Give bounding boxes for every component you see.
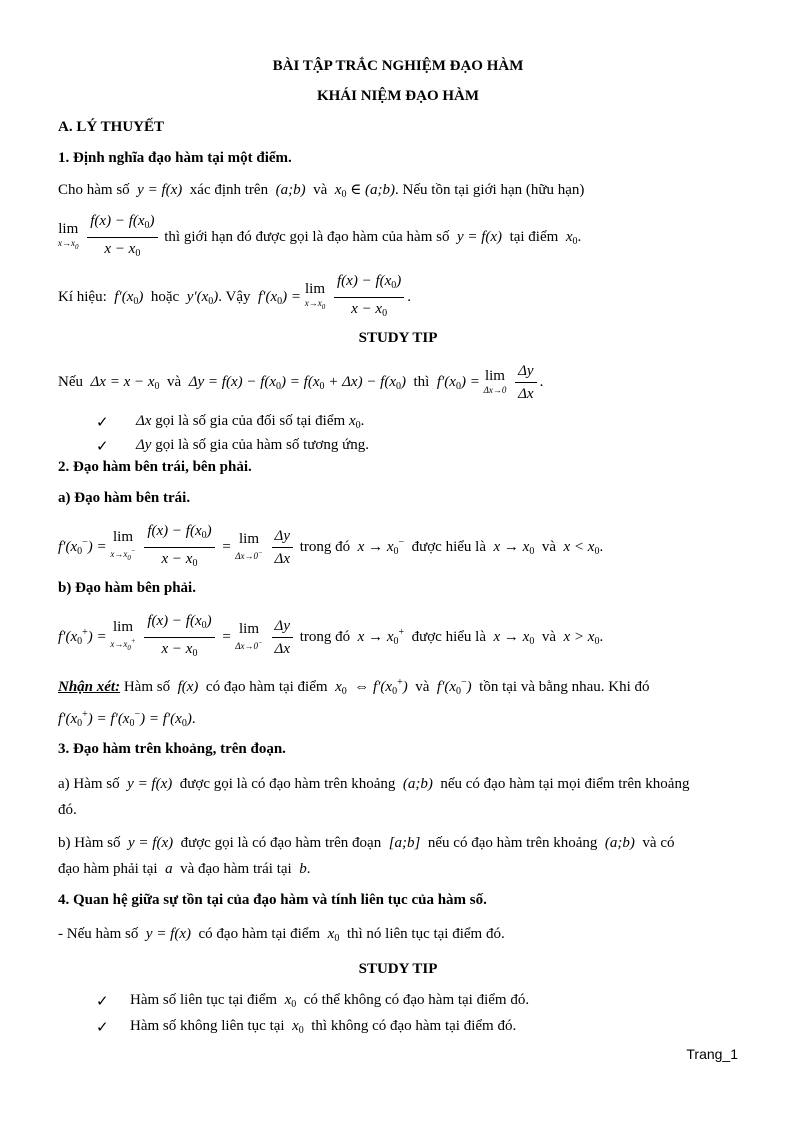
s1-notation: Kí hiệu: $f'(x_0)$ hoặc $y'(x_0)$. Vậy $f'(x_0)$ = lim $x\to x_0$ $\frac{f(x) - f(x_0)}{x - x_0}$ .: [58, 273, 412, 319]
s3-heading: 3. Đạo hàm trên khoảng, trên đoạn.: [58, 741, 286, 757]
document-page: [58, 0, 738, 1123]
tip1-line: Nếu $\Delta x = x - x_0$ và $\Delta y = f(x) - f(x_0) = f(x_0 + \Delta x) - f(x_0)$ thì $f'(x_0)$ = lim Δx→0 $\frac{\Delta y}{\Delta x}$ .: [58, 363, 544, 402]
page-number: Trang_1: [686, 1046, 738, 1062]
remark-line1: Nhận xét: Hàm số f(x) có đạo hàm tại điểm $x_0$ ⇔ $f'(x_0^+)$ và $f'(x_0^-)$ tồn tại và bằng nhau. Khi đó: [58, 677, 650, 697]
s3-b-line1: b) Hàm số y = f(x) được gọi là có đạo hàm trên đoạn [a;b] nếu có đạo hàm trên khoảng (a;b) và có: [58, 835, 675, 851]
s4-tip-bullet2: Hàm số không liên tục tại $x_0$ thì không có đạo hàm tại điểm đó.: [130, 1018, 517, 1036]
check-icon: ✓: [96, 994, 109, 1010]
s2-heading: 2. Đạo hàm bên trái, bên phải.: [58, 459, 252, 475]
study-tip-2-label: STUDY TIP: [358, 961, 438, 977]
s2-left-heading: a) Đạo hàm bên trái.: [58, 490, 191, 506]
s2-right-heading: b) Đạo hàm bên phải.: [58, 580, 196, 596]
check-icon: ✓: [96, 439, 109, 455]
document-title: BÀI TẬP TRẮC NGHIỆM ĐẠO HÀM: [272, 58, 524, 74]
remark-line2: $f'(x_0^+) = f'(x_0^-) = f'(x_0)$.: [58, 709, 196, 729]
check-icon: ✓: [96, 415, 109, 431]
s1-limit-line: lim $x\to x_0$ $\frac{f(x) - f(x_0)}{x - x_0}$ thì giới hạn đó được gọi là đạo hàm của hàm số y = f(x) tại điểm $x_0$.: [58, 213, 582, 259]
document-subtitle: KHÁI NIỆM ĐẠO HÀM: [316, 88, 480, 104]
s1-heading: 1. Định nghĩa đạo hàm tại một điểm.: [58, 150, 292, 166]
left-derivative-formula: $f'(x_0^-)$ = lim $x\to x_0^-$ $\frac{f(x) - f(x_0)}{x - x_0}$ = lim Δx→0− $\frac{\Delta y}{\Delta x}$ trong đó $x \to x_0^-$ được hiểu là $x \to x_0$ và $x < x_0$.: [58, 523, 604, 569]
section-a-heading: A. LÝ THUYẾT: [58, 119, 164, 135]
right-derivative-formula: $f'(x_0^+)$ = lim $x\to x_0^+$ $\frac{f(x) - f(x_0)}{x - x_0}$ = lim Δx→0− $\frac{\Delta y}{\Delta x}$ trong đó $x \to x_0^+$ được hiểu là $x \to x_0$ và $x > x_0$.: [58, 613, 604, 659]
s1-line1: Cho hàm số y = f(x) xác định trên (a;b) và $x_0$ ∈ (a;b). Nếu tồn tại giới hạn (hữu hạn): [58, 182, 585, 200]
tip1-bullet1: Δx gọi là số gia của đối số tại điểm $x_0$.: [136, 413, 365, 431]
s4-line: - Nếu hàm số y = f(x) có đạo hàm tại điểm $x_0$ thì nó liên tục tại điểm đó.: [58, 926, 505, 944]
study-tip-1-label: STUDY TIP: [358, 330, 438, 346]
s3-b-line2: đạo hàm phải tại a và đạo hàm trái tại b.: [58, 861, 311, 877]
s3-a-line1: a) Hàm số y = f(x) được gọi là có đạo hàm trên khoảng (a;b) nếu có đạo hàm tại mọi điểm trên khoảng: [58, 776, 690, 792]
s4-tip-bullet1: Hàm số liên tục tại điểm $x_0$ có thể không có đạo hàm tại điểm đó.: [130, 992, 530, 1010]
tip1-bullet2: Δy gọi là số gia của hàm số tương ứng.: [136, 437, 369, 453]
s3-a-line2: đó.: [58, 802, 77, 818]
check-icon: ✓: [96, 1020, 109, 1036]
s4-heading: 4. Quan hệ giữa sự tồn tại của đạo hàm và tính liên tục của hàm số.: [58, 892, 487, 908]
